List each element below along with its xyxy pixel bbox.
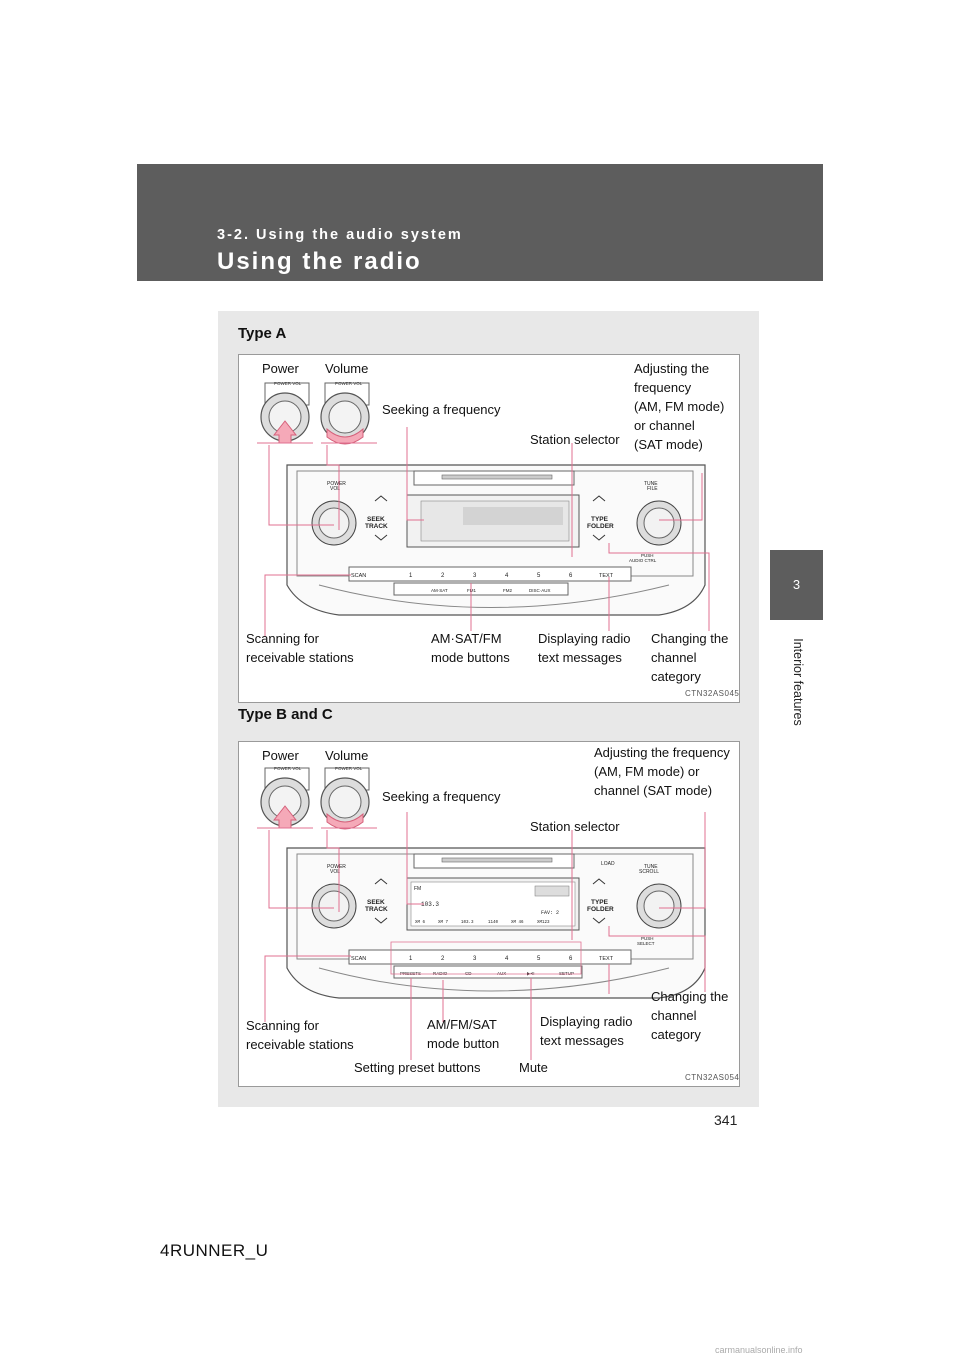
svg-text:XM123: XM123	[537, 921, 550, 925]
power-knob-icon	[261, 768, 309, 828]
content-panel	[218, 311, 759, 1107]
svg-text:103.3: 103.3	[461, 921, 474, 925]
power-knob-icon	[261, 383, 309, 443]
svg-text:TYPE: TYPE	[591, 899, 608, 906]
svg-text:SCAN: SCAN	[351, 573, 367, 579]
label-power-a: Power	[262, 361, 299, 376]
svg-text:LOAD: LOAD	[601, 861, 615, 867]
svg-text:4: 4	[505, 573, 509, 579]
label-display-a: Displaying radio text messages	[538, 631, 631, 665]
svg-text:FM: FM	[414, 886, 422, 892]
svg-text:TRACK: TRACK	[365, 906, 388, 913]
svg-text:FOLDER: FOLDER	[587, 906, 614, 913]
svg-text:CD: CD	[465, 971, 472, 976]
svg-text:FILE: FILE	[647, 486, 658, 492]
svg-text:TUNE: TUNE	[644, 481, 658, 487]
figure-code-bc: CTN32AS054	[685, 1073, 740, 1082]
label-mode-bc: AM/FM/SAT mode button	[427, 1017, 500, 1051]
svg-text:TRACK: TRACK	[365, 523, 388, 530]
section-header	[137, 164, 823, 281]
svg-text:POWER VOL: POWER VOL	[335, 766, 363, 771]
svg-text:AUDIO CTRL: AUDIO CTRL	[629, 558, 657, 563]
svg-text:XM 46: XM 46	[511, 921, 524, 925]
svg-text:VOL: VOL	[330, 869, 341, 875]
svg-text:XM 7: XM 7	[438, 921, 449, 925]
svg-text:POWER VOL: POWER VOL	[335, 381, 363, 386]
svg-text:SEEK: SEEK	[367, 899, 385, 906]
svg-text:5: 5	[537, 956, 541, 962]
svg-text:TYPE: TYPE	[591, 516, 608, 523]
svg-text:PUSH: PUSH	[641, 553, 654, 558]
chapter-tab[interactable]: 3	[770, 550, 823, 620]
label-mute-bc: Mute	[519, 1060, 548, 1075]
svg-text:SELECT: SELECT	[637, 941, 655, 946]
watermark: carmanualsonline.info	[715, 1345, 803, 1355]
svg-text:TEXT: TEXT	[599, 956, 614, 962]
svg-text:4: 4	[505, 956, 509, 962]
label-scan-a: Scanning for receivable stations	[246, 631, 354, 665]
svg-text:6: 6	[569, 573, 573, 579]
svg-text:SCROLL: SCROLL	[639, 869, 660, 875]
svg-text:PRESETS: PRESETS	[400, 971, 422, 976]
label-station-a: Station selector	[530, 432, 620, 447]
page-number: 341	[714, 1112, 738, 1128]
page-title: Using the radio	[217, 248, 422, 275]
svg-text:DISC·AUX: DISC·AUX	[529, 588, 551, 593]
label-display-bc: Displaying radio text messages	[540, 1014, 633, 1048]
svg-text:5: 5	[537, 573, 541, 579]
type-bc-heading: Type B and C	[238, 706, 333, 723]
volume-knob-icon	[321, 383, 369, 444]
volume-knob-icon	[321, 768, 369, 829]
svg-text:▶•II: ▶•II	[527, 971, 535, 976]
svg-text:FAV: 2: FAV: 2	[541, 910, 560, 916]
svg-text:XM 6: XM 6	[415, 921, 426, 925]
svg-text:POWER VOL: POWER VOL	[274, 381, 302, 386]
label-adjust-bc: Adjusting the frequency (AM, FM mode) or channel (SAT mode)	[594, 745, 730, 798]
svg-text:POWER: POWER	[327, 864, 346, 870]
head-unit-a	[287, 465, 705, 615]
svg-text:AUX: AUX	[497, 971, 507, 976]
label-volume-a: Volume	[325, 361, 369, 376]
svg-text:FM1: FM1	[467, 588, 476, 593]
label-seek-a: Seeking a frequency	[382, 402, 501, 417]
svg-text:TUNE: TUNE	[644, 864, 658, 870]
type-a-heading: Type A	[238, 325, 287, 342]
chapter-label: Interior features	[791, 638, 805, 726]
svg-text:103.3: 103.3	[421, 901, 440, 908]
svg-text:PUSH: PUSH	[641, 936, 654, 941]
svg-text:3: 3	[473, 956, 477, 962]
svg-text:TEXT: TEXT	[599, 573, 614, 579]
label-power-bc: Power	[262, 748, 299, 763]
label-volume-bc: Volume	[325, 748, 369, 763]
label-seek-bc: Seeking a frequency	[382, 789, 501, 804]
figure-code-a: CTN32AS045	[685, 689, 740, 698]
figure-type-a	[238, 354, 740, 703]
svg-text:FOLDER: FOLDER	[587, 523, 614, 530]
label-scan-bc: Scanning for receivable stations	[246, 1018, 354, 1052]
svg-text:FM2: FM2	[503, 588, 512, 593]
svg-text:2: 2	[441, 573, 445, 579]
svg-text:VOL: VOL	[330, 486, 341, 492]
svg-text:SETUP: SETUP	[559, 971, 575, 976]
label-mode-a: AM·SAT/FM mode buttons	[431, 631, 510, 665]
figure-type-bc	[238, 741, 740, 1087]
svg-text:3: 3	[473, 573, 477, 579]
svg-text:1: 1	[409, 956, 413, 962]
label-category-a: Changing the channel category	[651, 631, 729, 684]
section-title: 3-2. Using the audio system	[217, 227, 463, 243]
label-station-bc: Station selector	[530, 819, 620, 834]
svg-text:SEEK: SEEK	[367, 516, 385, 523]
svg-text:POWER: POWER	[327, 481, 346, 487]
svg-text:RADIO: RADIO	[433, 971, 448, 976]
svg-text:POWER VOL: POWER VOL	[274, 766, 302, 771]
svg-text:6: 6	[569, 956, 573, 962]
label-preset-bc: Setting preset buttons	[354, 1060, 481, 1075]
label-adjust-a: Adjusting the frequency (AM, FM mode) or channel (SAT mode)	[634, 361, 725, 452]
svg-text:1140: 1140	[488, 921, 499, 925]
footer-model: 4RUNNER_U	[160, 1241, 269, 1260]
svg-text:1: 1	[409, 573, 413, 579]
svg-text:AM·SAT: AM·SAT	[431, 588, 448, 593]
svg-text:SCAN: SCAN	[351, 956, 367, 962]
label-category-bc: Changing the channel category	[651, 989, 729, 1042]
svg-text:2: 2	[441, 956, 445, 962]
